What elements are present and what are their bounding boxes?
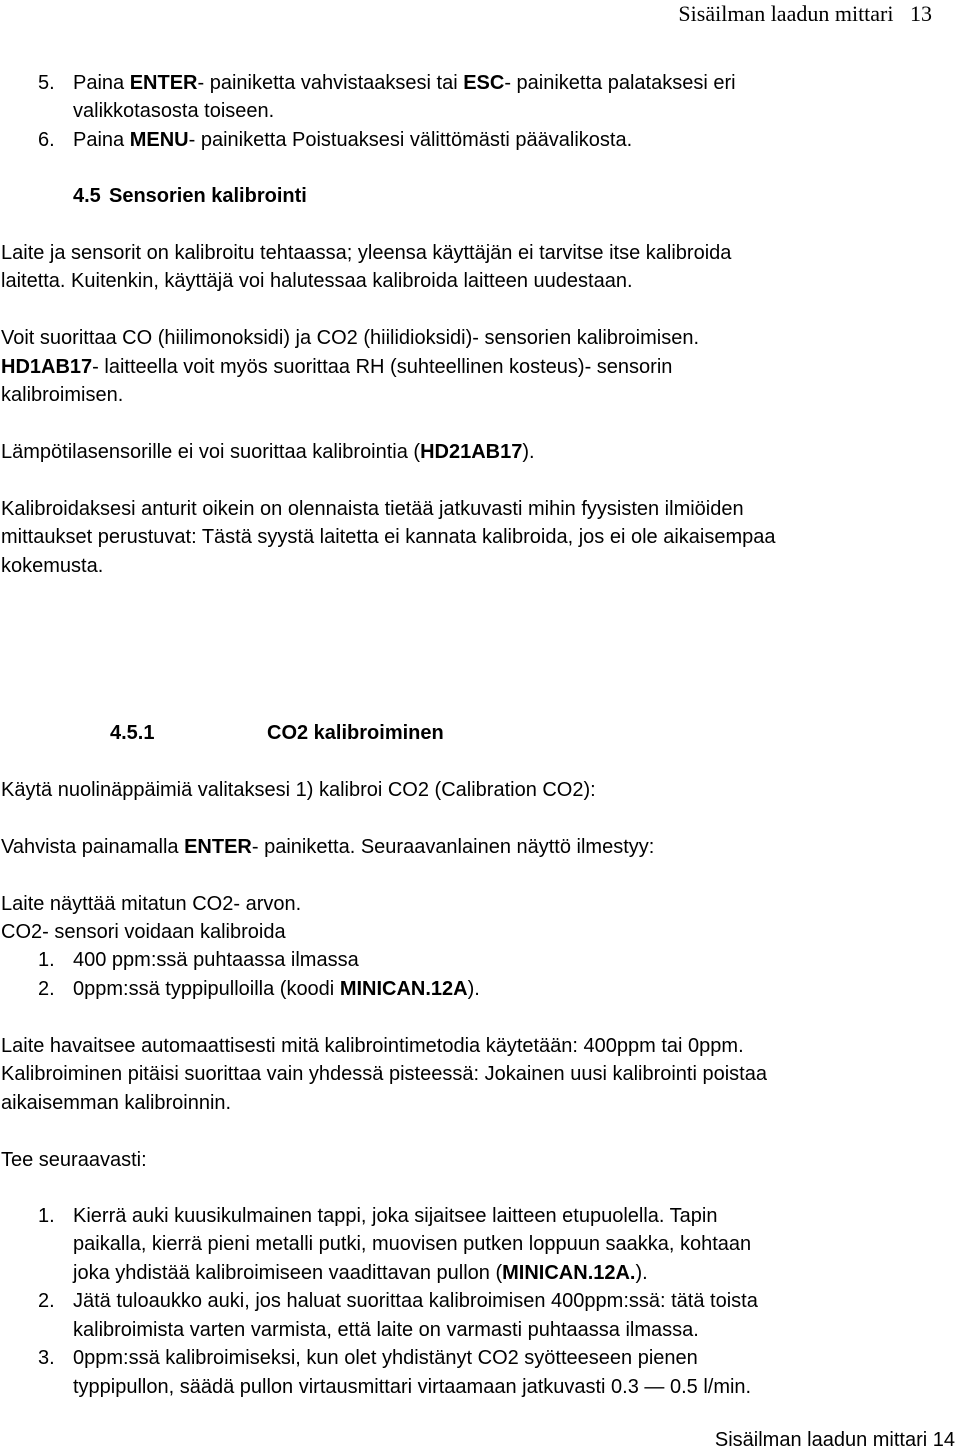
paragraph-line: Kalibroiminen pitäisi suorittaa vain yhdessä pisteessä: Jokainen uusi kalibrointi poistaa	[1, 1063, 767, 1085]
list-text: Paina ENTER- painiketta vahvistaaksesi tai ESC- painiketta palataksesi eri	[73, 72, 736, 94]
list-number: 5.	[38, 72, 55, 94]
paragraph-line: mittaukset perustuvat: Tästä syystä laitetta ei kannata kalibroida, jos ei ole aikaisempaa	[1, 526, 776, 548]
paragraph-line: kokemusta.	[1, 555, 104, 577]
list-number: 1.	[38, 949, 55, 971]
paragraph-line: Kalibroidaksesi anturit oikein on olennaista tietää jatkuvasti mihin fyysisten ilmiöiden	[1, 498, 744, 520]
step-text-cont: typpipullon, säädä pullon virtausmittari virtaamaan jatkuvasti 0.3 — 0.5 l/min.	[73, 1376, 752, 1398]
step-text-cont: joka yhdistää kalibroimiseen vaadittavan pullon (MINICAN.12A.).	[73, 1262, 648, 1284]
paragraph-line: Voit suorittaa CO (hiilimonoksidi) ja CO2 (hiilidioksidi)- sensorien kalibroimisen.	[1, 327, 700, 349]
step-text: 0ppm:ssä kalibroimiseksi, kun olet yhdistänyt CO2 syötteeseen pienen	[73, 1347, 698, 1369]
step-number: 3.	[38, 1347, 55, 1369]
paragraph-line: Tee seuraavasti:	[1, 1149, 147, 1171]
paragraph-line: Laite ja sensorit on kalibroitu tehtaassa; yleensa käyttäjän ei tarvitse itse kalibroida	[1, 242, 732, 264]
paragraph-line: Käytä nuolinäppäimiä valitaksesi 1) kalibroi CO2 (Calibration CO2):	[1, 779, 596, 801]
paragraph-line: Vahvista painamalla ENTER- painiketta. Seuraavanlainen näyttö ilmestyy:	[1, 836, 655, 858]
step-text-cont: kalibroimista varten varmista, että laite on varmasti puhtaassa ilmassa.	[73, 1319, 699, 1341]
paragraph-line: CO2- sensori voidaan kalibroida	[1, 921, 286, 943]
paragraph-line: Laite näyttää mitatun CO2- arvon.	[1, 893, 302, 915]
step-text: Kierrä auki kuusikulmainen tappi, joka sijaitsee laitteen etupuolella. Tapin	[73, 1205, 718, 1227]
step-text-cont: paikalla, kierrä pieni metalli putki, muovisen putken loppuun saakka, kohtaan	[73, 1233, 752, 1255]
section-heading: 4.5 Sensorien kalibrointi	[73, 185, 307, 207]
page-footer: Sisäilman laadun mittari 14	[714, 1429, 955, 1451]
list-text-cont: valikkotasosta toiseen.	[73, 100, 275, 122]
paragraph-line: HD1AB17- laitteella voit myös suorittaa RH (suhteellinen kosteus)- sensorin	[1, 356, 673, 378]
list-text: 0ppm:ssä typpipulloilla (koodi MINICAN.12A).	[73, 978, 480, 1000]
step-number: 2.	[38, 1290, 55, 1312]
list-text: Paina MENU- painiketta Poistuaksesi välittömästi päävalikosta.	[73, 129, 633, 151]
paragraph-line: aikaisemman kalibroinnin.	[1, 1092, 232, 1114]
paragraph-line: Laite havaitsee automaattisesti mitä kalibrointimetodia käytetään: 400ppm tai 0ppm.	[1, 1035, 744, 1057]
paragraph-line: Lämpötilasensorille ei voi suorittaa kalibrointia (HD21AB17).	[1, 441, 535, 463]
list-number: 2.	[38, 978, 55, 1000]
subsection-heading: 4.5.1 CO2 kalibroiminen	[110, 722, 444, 744]
paragraph-line: kalibroimisen.	[1, 384, 124, 406]
step-text: Jätä tuloaukko auki, jos haluat suorittaa kalibroimisen 400ppm:ssä: tätä toista	[73, 1290, 758, 1312]
list-number: 6.	[38, 129, 55, 151]
page-header: Sisäilman laadun mittari 13	[678, 1, 932, 26]
paragraph-line: laitetta. Kuitenkin, käyttäjä voi halutessaa kalibroida laitteen uudestaan.	[1, 270, 633, 292]
step-number: 1.	[38, 1205, 55, 1227]
list-text: 400 ppm:ssä puhtaassa ilmassa	[73, 949, 359, 971]
